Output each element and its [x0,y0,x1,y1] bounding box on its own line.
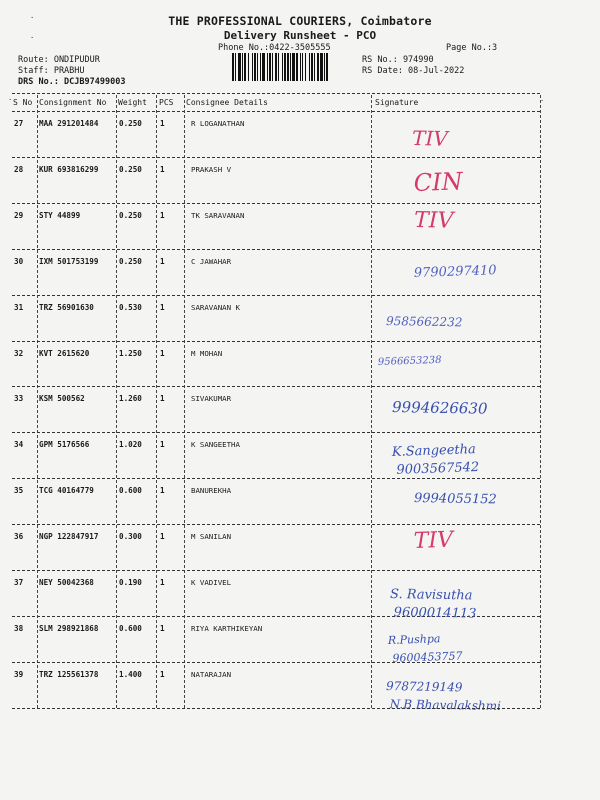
signature-stroke: 9787219149 [385,678,463,695]
cell-sno: 35 [14,486,24,496]
barcode-bar [242,53,243,81]
cell-pcs: 1 [160,623,165,633]
cell-sno: 36 [14,532,24,542]
cell-sno: 34 [14,440,24,450]
drs-number: DRS No.: DCJB97499003 [18,77,126,87]
barcode-bar [267,53,268,81]
cell-consignment: IXM 501753199 [39,256,99,266]
scan-dot: · [540,97,545,105]
cell-pcs: 1 [160,119,165,128]
cell-consignment: KUR 693816299 [39,164,99,174]
cell-weight: 0.250 [119,119,142,128]
signature-stroke: TIV [413,207,454,234]
signature-stroke: 9994055152 [413,491,497,508]
cell-sno: 31 [14,302,24,312]
barcode-bar [272,53,273,81]
cell-consignee: R LOGANATHAN [191,119,245,128]
cell-consignment: TRZ 125561378 [39,669,99,679]
cell-consignee: TK SARAVANAN [191,210,245,220]
barcode-bar [296,53,298,81]
cell-sno: 32 [14,348,24,358]
barcode-bar [252,53,253,81]
col-header-consignee: Consignee Details [186,98,268,107]
cell-pcs: 1 [160,164,165,174]
cell-consignee: BANUREKHA [191,486,232,496]
cell-weight: 0.600 [119,623,142,633]
company-name: THE PROFESSIONAL COURIERS, Coimbatore [168,14,432,28]
signature-stroke: 9790297410 [413,262,497,281]
cell-sno: 33 [14,394,24,404]
cell-consignment: KSM 500562 [39,394,85,404]
barcode-bar [302,53,303,81]
barcode-bar [284,53,286,81]
signature-stroke: N.B Bhavalakshmi [389,696,502,713]
cell-consignee: M SANILAN [191,532,232,542]
signature-stroke: R.Pushpa [387,632,441,647]
cell-pcs: 1 [160,578,165,587]
cell-consignment: KVT 2615620 [39,348,90,358]
barcode-bar [311,53,313,81]
cell-pcs: 1 [160,302,165,312]
cell-consignee: M MOHAN [191,348,223,358]
cell-pcs: 1 [160,440,165,450]
cell-pcs: 1 [160,394,165,404]
signature-stroke: TIV [413,527,454,555]
cell-sno: 28 [14,164,24,174]
barcode-bar [324,53,325,81]
cell-consignment: MAA 291201484 [39,119,99,128]
scan-dot: · [8,96,13,104]
cell-sno: 39 [14,669,24,679]
cell-consignment: SLM 298921868 [39,623,99,633]
col-header-weight: Weight [118,98,147,107]
barcode-bar [248,53,249,81]
cell-consignee: RIYA KARTHIKEYAN [191,623,263,633]
col-header-consignment: Consignment No [39,98,107,107]
signature-stroke: 9003567542 [396,460,480,479]
cell-consignee: K VADIVEL [191,578,232,587]
cell-weight: 0.250 [119,256,142,266]
cell-consignee: SARAVANAN K [191,302,240,312]
scan-dot: · [30,34,35,42]
scan-dot: · [30,14,35,22]
signature-stroke: K.Sangeetha [391,442,477,461]
table-top-rule [12,93,540,94]
cell-weight: 1.260 [119,394,142,404]
cell-weight: 0.530 [119,302,142,312]
barcode [232,53,357,81]
cell-pcs: 1 [160,486,165,496]
signature-stroke: 9585662232 [385,313,463,329]
barcode-bar [257,53,258,81]
barcode-bar [314,53,315,81]
barcode-bar [260,53,261,81]
route-label: Route: ONDIPUDUR [18,55,100,65]
cell-consignment: NGP 122847917 [39,532,99,542]
cell-pcs: 1 [160,532,165,542]
page-number: Page No.:3 [446,43,498,53]
cell-pcs: 1 [160,669,165,679]
signature-stroke: 9600453757 [392,649,463,665]
phone-number: Phone No.:0422-3505555 [218,43,331,53]
barcode-bar [320,53,323,81]
col-header-pcs: PCS [159,98,174,107]
barcode-bar [244,53,246,81]
barcode-bar [282,53,283,81]
barcode-bar [238,53,241,81]
barcode-bar [262,53,265,81]
cell-consignee: PRAKASH V [191,164,232,174]
cell-weight: 1.400 [119,669,142,679]
rs-date: RS Date: 08-Jul-2022 [362,66,465,76]
cell-consignee: NATARAJAN [191,669,232,679]
barcode-bar [290,53,291,81]
cell-consignee: SIVAKUMAR [191,394,232,404]
cell-sno: 38 [14,623,24,633]
signature-stroke: S. Ravisutha [389,587,473,604]
cell-consignment: NEY 50042368 [39,578,94,587]
col-header-sno: S No [13,98,33,107]
barcode-bar [300,53,301,81]
staff-label: Staff: PRABHU [18,66,85,76]
cell-consignment: STY 44899 [39,210,81,220]
barcode-bar [309,53,310,81]
cell-pcs: 1 [160,348,165,358]
barcode-bar [269,53,271,81]
sheet-title: Delivery Runsheet - PCO [223,29,377,42]
cell-weight: 0.600 [119,486,142,496]
barcode-bar [326,53,328,81]
barcode-bar [232,53,234,81]
col-header-signature: Signature [375,98,419,107]
cell-weight: 0.190 [119,578,142,587]
cell-pcs: 1 [160,210,165,220]
cell-consignment: TCG 40164779 [39,486,94,496]
cell-weight: 1.250 [119,348,142,358]
cell-weight: 0.300 [119,532,142,542]
handwritten-signature [374,656,540,720]
table-bottom-rule [12,708,540,709]
signature-stroke: 9600014113 [393,605,477,622]
barcode-bar [275,53,277,81]
cell-consignment: GPM 5176566 [39,440,90,450]
rs-number: RS No.: 974990 [362,55,434,65]
barcode-bar [235,53,236,81]
barcode-bar [292,53,295,81]
cell-consignee: C JAWAHAR [191,256,232,266]
cell-sno: 30 [14,256,24,266]
barcode-bar [287,53,289,81]
cell-consignee: K SANGEETHA [191,440,240,450]
signature-stroke: 9994626630 [391,398,488,419]
signature-stroke: TIV [411,126,449,151]
cell-weight: 1.020 [119,440,142,450]
cell-sno: 29 [14,210,24,220]
column-divider [540,95,541,708]
cell-sno: 37 [14,578,24,587]
cell-weight: 0.250 [119,210,142,220]
barcode-bar [278,53,279,81]
signature-stroke: CIN [413,167,464,197]
cell-weight: 0.250 [119,164,142,174]
barcode-bar [317,53,319,81]
barcode-bar [254,53,256,81]
barcode-bar [305,53,306,81]
cell-consignment: TRZ 56901630 [39,302,94,312]
signature-stroke: 9566653238 [377,354,442,368]
cell-sno: 27 [14,119,24,128]
cell-pcs: 1 [160,256,165,266]
